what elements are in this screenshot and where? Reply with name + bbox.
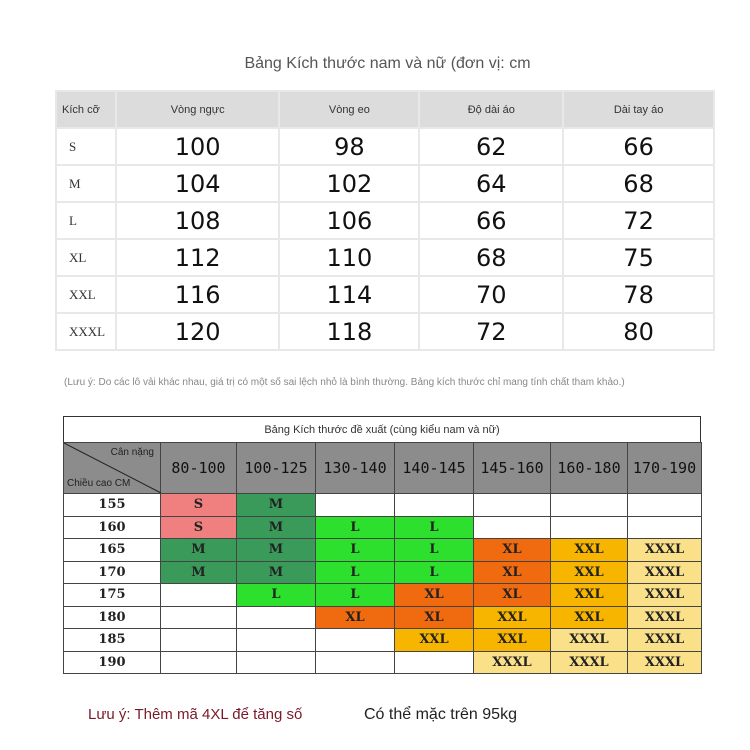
recommend-size-cell [316, 629, 395, 652]
size-header-cell: Vòng eo [280, 92, 418, 127]
height-cell: 180 [64, 606, 161, 629]
size-table-title: Bảng Kích thước nam và nữ (đơn vị: cm [244, 55, 531, 72]
size-value: 75 [564, 240, 713, 275]
recommend-size-cell: XXXL [628, 629, 702, 652]
size-label: XXL [57, 277, 115, 312]
size-value: 64 [420, 166, 562, 201]
recommend-size-cell [628, 494, 702, 517]
height-cell: 165 [64, 539, 161, 562]
note-weight: Có thể mặc trên 95kg [364, 706, 517, 723]
size-header-cell: Dài tay áo [564, 92, 713, 127]
size-label: M [57, 166, 115, 201]
recommend-size-cell: M [237, 561, 316, 584]
recommend-size-cell: L [395, 561, 474, 584]
recommend-size-cell: XXL [474, 629, 551, 652]
size-label: XXXL [57, 314, 115, 349]
recommend-size-cell: S [161, 494, 237, 517]
height-cell: 175 [64, 584, 161, 607]
recommend-size-cell: XXXL [628, 651, 702, 674]
recommend-size-cell: S [161, 516, 237, 539]
size-label: XL [57, 240, 115, 275]
size-value: 98 [280, 129, 418, 164]
recommend-size-cell: XXXL [551, 629, 628, 652]
recommend-size-cell: L [316, 561, 395, 584]
size-value: 112 [117, 240, 278, 275]
recommend-size-cell [237, 629, 316, 652]
size-table [55, 90, 715, 351]
height-cell: 185 [64, 629, 161, 652]
recommend-size-cell: L [237, 584, 316, 607]
recommend-size-cell [395, 651, 474, 674]
recommend-size-cell: XXXL [628, 584, 702, 607]
size-header-cell: Vòng ngực [117, 92, 278, 127]
recommend-table-wrapper [63, 416, 701, 676]
size-value: 68 [420, 240, 562, 275]
size-value: 72 [564, 203, 713, 238]
recommend-size-cell: M [237, 494, 316, 517]
recommend-size-cell [161, 629, 237, 652]
recommend-size-cell [161, 584, 237, 607]
recommend-size-cell: L [395, 539, 474, 562]
recommend-size-cell [161, 651, 237, 674]
size-value: 66 [564, 129, 713, 164]
size-row [57, 129, 713, 164]
size-value: 104 [117, 166, 278, 201]
note-4xl: Lưu ý: Thêm mã 4XL để tăng số [88, 706, 303, 723]
note-disclaimer: (Lưu ý: Do các lô vải khác nhau, giá trị có một số sai lệch nhỏ là bình thường. Bảng kích thước chỉ mang tính chất tham khảo.) [64, 377, 625, 388]
height-label: Chiều cao CM [67, 478, 131, 489]
recommend-size-cell: XL [474, 539, 551, 562]
weight-label: Cân nặng [110, 447, 154, 458]
size-row [57, 277, 713, 312]
size-value: 66 [420, 203, 562, 238]
size-value: 106 [280, 203, 418, 238]
recommend-size-cell: XL [395, 584, 474, 607]
recommend-size-cell: M [161, 561, 237, 584]
weight-header-cell: 160-180 [551, 443, 628, 494]
height-cell: 160 [64, 516, 161, 539]
recommend-row [64, 606, 702, 629]
recommend-size-cell: XXL [474, 606, 551, 629]
recommend-size-cell: L [395, 516, 474, 539]
recommend-size-cell: L [316, 539, 395, 562]
weight-header-cell: 80-100 [161, 443, 237, 494]
recommend-size-cell: M [237, 539, 316, 562]
height-cell: 155 [64, 494, 161, 517]
size-value: 110 [280, 240, 418, 275]
recommend-size-cell: XXL [551, 606, 628, 629]
recommend-row [64, 561, 702, 584]
recommend-size-cell [316, 494, 395, 517]
recommend-size-cell: XXXL [551, 651, 628, 674]
size-row [57, 166, 713, 201]
height-cell: 170 [64, 561, 161, 584]
recommend-size-cell [551, 494, 628, 517]
weight-header-cell: 100-125 [237, 443, 316, 494]
size-header-cell: Kích cỡ [57, 92, 115, 127]
recommend-size-cell [161, 606, 237, 629]
recommend-size-cell: XL [474, 584, 551, 607]
size-value: 68 [564, 166, 713, 201]
size-value: 120 [117, 314, 278, 349]
size-row [57, 240, 713, 275]
recommend-size-cell [316, 651, 395, 674]
recommend-size-cell: XL [395, 606, 474, 629]
recommend-size-cell: XXXL [628, 606, 702, 629]
recommend-size-cell: M [237, 516, 316, 539]
recommend-size-cell: XXXL [474, 651, 551, 674]
weight-header-cell: 130-140 [316, 443, 395, 494]
recommend-size-cell [628, 516, 702, 539]
size-value: 72 [420, 314, 562, 349]
recommend-row [64, 494, 702, 517]
size-label: S [57, 129, 115, 164]
size-value: 62 [420, 129, 562, 164]
recommend-size-cell: XXL [551, 584, 628, 607]
size-value: 70 [420, 277, 562, 312]
recommend-size-cell [474, 516, 551, 539]
size-value: 116 [117, 277, 278, 312]
recommend-row [64, 584, 702, 607]
weight-header-cell: 140-145 [395, 443, 474, 494]
recommend-row [64, 629, 702, 652]
recommend-size-cell [395, 494, 474, 517]
size-row [57, 203, 713, 238]
recommend-row [64, 516, 702, 539]
recommend-size-cell: XXXL [628, 561, 702, 584]
recommend-table-title: Bảng Kích thước đề xuất (cùng kiểu nam và nữ) [63, 416, 701, 442]
corner-cell [64, 443, 161, 494]
size-value: 100 [117, 129, 278, 164]
recommend-size-cell [474, 494, 551, 517]
recommend-size-cell [551, 516, 628, 539]
recommend-size-cell: XXL [395, 629, 474, 652]
recommend-size-cell: XL [316, 606, 395, 629]
recommend-size-cell: XL [474, 561, 551, 584]
recommend-size-cell: XXL [551, 561, 628, 584]
recommend-size-cell: L [316, 584, 395, 607]
recommend-size-cell: XXXL [628, 539, 702, 562]
weight-header-cell: 170-190 [628, 443, 702, 494]
recommend-table [63, 442, 702, 674]
recommend-size-cell [237, 651, 316, 674]
size-row [57, 314, 713, 349]
size-header-cell: Độ dài áo [420, 92, 562, 127]
size-value: 114 [280, 277, 418, 312]
height-cell: 190 [64, 651, 161, 674]
recommend-row [64, 651, 702, 674]
size-value: 102 [280, 166, 418, 201]
recommend-size-cell [237, 606, 316, 629]
size-label: L [57, 203, 115, 238]
size-value: 108 [117, 203, 278, 238]
weight-header-cell: 145-160 [474, 443, 551, 494]
recommend-size-cell: XXL [551, 539, 628, 562]
recommend-row [64, 539, 702, 562]
size-value: 78 [564, 277, 713, 312]
size-value: 118 [280, 314, 418, 349]
recommend-size-cell: L [316, 516, 395, 539]
recommend-size-cell: M [161, 539, 237, 562]
size-value: 80 [564, 314, 713, 349]
